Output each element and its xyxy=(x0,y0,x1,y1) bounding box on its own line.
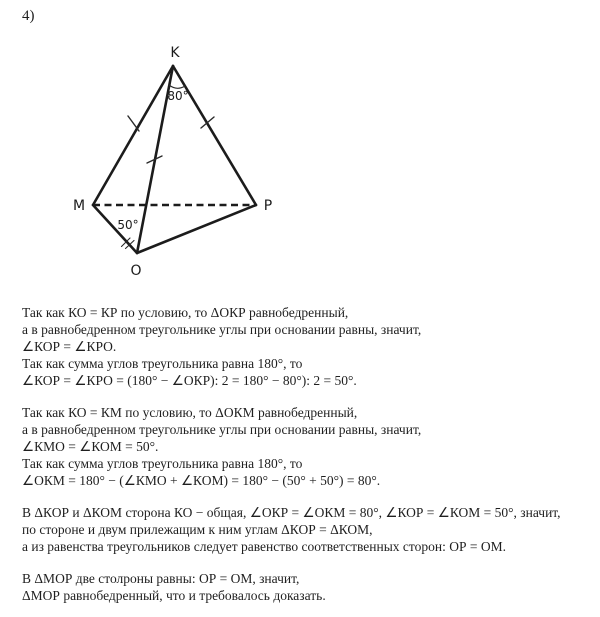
vertex-label-K: K xyxy=(170,45,180,61)
geometry-diagram xyxy=(0,0,600,300)
solution-line: а в равнобедренном треугольнике углы при основании равны, значит, xyxy=(22,322,422,337)
solution-text xyxy=(22,304,598,604)
angle-value-label: 50° xyxy=(117,218,139,232)
solution-line: ΔМОР равнобедренный, что и требовалось доказать. xyxy=(22,588,326,603)
solution-line: Так как сумма углов треугольника равна 180°, то xyxy=(22,456,303,471)
solution-line: ∠ОКМ = 180° − (∠КМО + ∠КОМ) = 180° − (50° + 50°) = 80°. xyxy=(22,473,381,488)
equal-side-tick-0 xyxy=(128,116,139,131)
solution-paragraph xyxy=(22,570,598,604)
solution-line: Так как КО = КР по условию, то ΔОКР равнобедренный, xyxy=(22,305,349,320)
solution-line: Так как сумма углов треугольника равна 180°, то xyxy=(22,356,303,371)
vertex-label-O: O xyxy=(130,263,142,279)
solution-line: ∠КОР = ∠КРО = (180° − ∠ОКР): 2 = 180° − 80°): 2 = 50°. xyxy=(22,373,357,388)
vertex-label-P: P xyxy=(263,198,273,214)
solution-paragraph xyxy=(22,304,598,389)
edge-KP xyxy=(173,66,256,205)
solution-line: В ΔМОР две столроны равны: ОР = ОМ, значит, xyxy=(22,571,300,586)
vertex-label-M: M xyxy=(72,198,86,214)
solution-line: ∠КОР = ∠КРО. xyxy=(22,339,117,354)
angle-value-label: 80° xyxy=(167,89,189,103)
edge-KM xyxy=(93,66,173,205)
solution-line: а в равнобедренном треугольнике углы при основании равны, значит, xyxy=(22,422,422,437)
solution-line: ∠КМО = ∠КОМ = 50°. xyxy=(22,439,159,454)
solution-line: а из равенства треугольников следует равенство соответственных сторон: ОР = ОМ. xyxy=(22,539,506,554)
edge-OP xyxy=(137,205,256,253)
solution-paragraph xyxy=(22,504,598,555)
solution-line: Так как КО = КМ по условию, то ΔОКМ равнобедренный, xyxy=(22,405,358,420)
solution-paragraph xyxy=(22,404,598,489)
angle-arc-0 xyxy=(169,85,185,88)
problem-number: 4) xyxy=(22,8,35,24)
solution-line: по стороне и двум прилежащим к ним углам ΔКОР = ΔКОМ, xyxy=(22,522,373,537)
solution-line: В ΔКОР и ΔКОМ сторона КО − общая, ∠ОКР = ∠ОКМ = 80°, ∠КОР = ∠КОМ = 50°, значит, xyxy=(22,505,561,520)
